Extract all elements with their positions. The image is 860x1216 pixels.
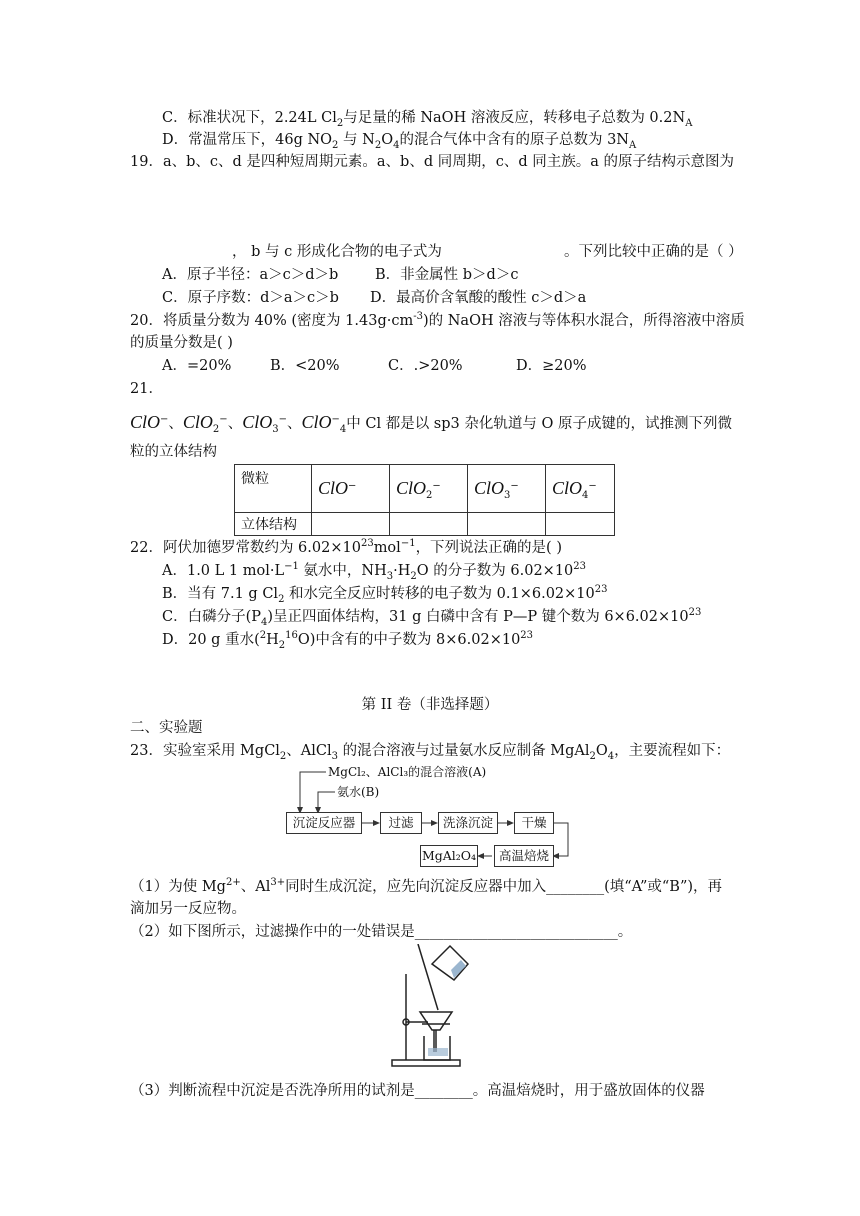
table-cell-clo3: ClO$_3$−	[468, 465, 546, 513]
table-cell-clo: ClO−	[312, 465, 390, 513]
q21-text-cont: 粒的立体结构	[130, 444, 217, 460]
q23-stem: 23．实验室采用 MgCl$_2$、AlCl$_3$ 的混合溶液与过量氨水反应制备 $MgAl_2O_4$，主要流程如下：	[130, 743, 731, 762]
q19-option-b: B．非金属性 b＞d＞c	[375, 267, 519, 283]
q19-line2-a: ， b 与 c 形成化合物的电子式为	[232, 244, 442, 260]
q23-part1: （1）为使 $Mg^{2+}$、$Al^{3+}$同时生成沉淀，应先向沉淀反应器中加入________(填“A”或“B”)，再	[130, 877, 723, 895]
flow-box-filter: 过滤	[380, 812, 422, 834]
q23-part2: （2）如下图所示，过滤操作中的一处错误是____________________________。	[130, 924, 633, 940]
q19-line2-b: 。下列比较中正确的是（ ）	[564, 244, 743, 260]
flow-box-precipitation-reactor: 沉淀反应器	[286, 812, 362, 834]
q18-option-d: D．常温常压下，46g $NO_2$ 与 $N_2O_4$的混合气体中含有的原子总数为 $3N_A$	[162, 132, 637, 151]
table-cell-clo4: ClO$_4$−	[546, 465, 615, 513]
q22-stem: 22．阿伏加德罗常数约为 $6.02\times 10^{23}mol^{-1}$，下列说法正确的是( )	[130, 538, 562, 556]
q20-stem: 20．将质量分数为 40% (密度为 $1.43g\cdot cm^{-3}$)的 NaOH 溶液与等体积水混合，所得溶液中溶质	[130, 311, 745, 329]
q20-option-b: B．<20%	[270, 358, 340, 374]
q19-option-c: C．原子序数：d＞a＞c＞b	[162, 290, 339, 306]
flow-box-dry: 干燥	[514, 812, 554, 834]
q22-option-b: B．当有 7.1 g $Cl_2$ 和水完全反应时转移的电子数为 $0.1\times 6.02\times 10^{23}$	[162, 584, 608, 605]
filtration-apparatus-illustration	[388, 944, 478, 1070]
q22-option-d: D．20 g 重水$(^2H_2^{16}O)$中含有的中子数为 $8\times 6.02\times 10^{23}$	[162, 630, 534, 651]
table-header-particle: 微粒	[235, 465, 312, 513]
q20-stem-cont: 的质量分数是( )	[130, 335, 233, 351]
q21-number: 21．	[130, 381, 163, 397]
q20-option-d: D．≥20%	[516, 358, 587, 374]
q23-part1-cont: 滴加另一反应物。	[130, 901, 246, 917]
table-cell-clo2: ClO$_2$−	[390, 465, 468, 513]
q20-option-a: A．=20%	[162, 358, 232, 374]
flow-box-roast: 高温焙烧	[494, 845, 554, 867]
flow-box-product: MgAl₂O₄	[420, 845, 478, 867]
table-header-structure: 立体结构	[235, 513, 312, 536]
q22-option-c: C．白磷分子$(P_4)$呈正四面体结构，31 g 白磷中含有 P—P 键个数为 $6\times 6.02\times 10^{23}$	[162, 607, 702, 628]
q22-option-a: A．1.0 L 1 $mol\cdot L^{-1}$ 氨水中，$NH_3\cdot H_2O$ 的分子数为 $6.02\times 10^{23}$	[162, 561, 587, 582]
flow-label-b: 氨水(B)	[337, 785, 380, 799]
q21-formula-line: ClO−、ClO$_2$−、ClO$_3$−、ClO−$_4$中 Cl 都是以 sp3 杂化轨道与 O 原子成键的，试推测下列微	[130, 412, 732, 435]
part2-title: 第 II 卷（非选择题）	[361, 697, 499, 713]
q18-option-c: C．标准状况下，2.24L $Cl_2$与足量的稀 NaOH 溶液反应，转移电子总数为 $0.2N_A$	[162, 110, 693, 129]
q19-stem: 19．a、b、c、d 是四种短周期元素。a、b、d 同周期，c、d 同主族。a 的原子结构示意图为	[130, 154, 734, 170]
q19-option-d: D．最高价含氧酸的酸性 c＞d＞a	[370, 290, 587, 306]
flow-label-a: MgCl₂、AlCl₃的混合溶液(A)	[328, 765, 487, 779]
q19-option-a: A．原子半径：a＞c＞d＞b	[162, 267, 339, 283]
flow-box-wash: 洗涤沉淀	[438, 812, 498, 834]
section-heading: 二、实验题	[130, 720, 203, 736]
q23-part3: （3）判断流程中沉淀是否洗净所用的试剂是________。高温焙烧时，用于盛放固体的仪器	[130, 1083, 705, 1099]
q20-option-c: C．.>20%	[388, 358, 463, 374]
